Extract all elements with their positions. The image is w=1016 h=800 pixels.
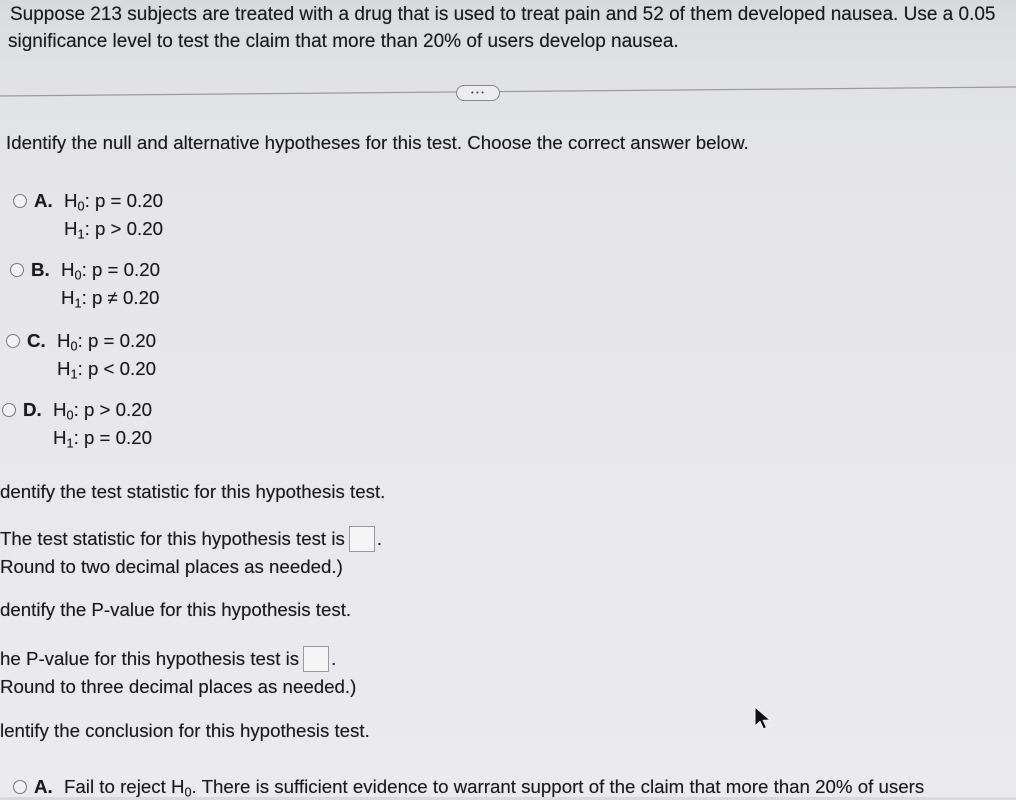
hypotheses-prompt: Identify the null and alternative hypotheses for this test. Choose the correct answer below. [6,132,749,153]
conclusion-text-start: Fail to reject H [64,776,185,797]
hypothesis-statement: : p > 0.20 [73,399,153,420]
p-value-answer-line [0,649,336,669]
test-statistic-rounding-hint: Round to two decimal places as needed.) [0,556,343,577]
answer-period: . [331,648,337,669]
alternative-hypothesis [61,287,160,311]
hypothesis-symbol: H [64,190,78,211]
hypothesis-statement: : p = 0.20 [73,427,153,448]
p-value-rounding-hint: Round to three decimal places as needed.) [0,676,357,697]
radio-button[interactable] [10,263,24,277]
hypothesis-subscript: 0 [77,198,85,214]
hypothesis-symbol: H [61,259,75,280]
null-hypothesis [57,330,157,354]
hypothesis-option-d[interactable] [2,399,982,451]
option-letter: A. [34,190,53,211]
mouse-pointer-icon [752,705,774,731]
hypothesis-pair [64,190,164,242]
alternative-hypothesis [53,427,153,451]
radio-button[interactable] [2,403,16,417]
hypothesis-statement: : p = 0.20 [77,330,157,351]
hypothesis-pair [53,399,153,451]
expand-more-button[interactable] [456,85,500,101]
test-statistic-answer-line [0,529,382,549]
section-divider [0,82,1016,104]
radio-button[interactable] [6,334,20,348]
radio-button[interactable] [13,194,27,208]
hypothesis-subscript: 0 [184,784,192,800]
hypothesis-option-b[interactable] [10,259,990,311]
p-value-prompt: he P-value for this hypothesis test is [0,648,300,669]
hypothesis-symbol: H [57,358,71,379]
hypothesis-subscript: 1 [74,295,82,311]
test-statistic-input[interactable] [349,526,375,552]
null-hypothesis [61,259,161,283]
hypothesis-symbol: H [64,218,78,239]
hypothesis-statement: : p = 0.20 [81,259,161,280]
conclusion-heading: lentify the conclusion for this hypothesis test. [0,720,370,741]
option-letter: C. [27,330,46,351]
hypothesis-option-c[interactable] [6,330,986,382]
problem-statement-line-1: Suppose 213 subjects are treated with a drug that is used to treat pain and 52 of them developed nausea. Use a 0.05 [10,4,996,25]
radio-button[interactable] [13,780,27,794]
hypothesis-statement: : p > 0.20 [84,218,164,239]
test-statistic-prompt: The test statistic for this hypothesis test is [0,528,345,549]
hypothesis-symbol: H [53,399,67,420]
problem-statement-line-2: significance level to test the claim that more than 20% of users develop nausea. [8,31,679,52]
hypothesis-symbol: H [61,287,75,308]
conclusion-statement [64,776,925,800]
hypothesis-pair [61,259,161,311]
hypothesis-symbol: H [57,330,71,351]
ellipsis-icon: ••• [470,88,486,97]
option-letter: A. [34,776,53,797]
null-hypothesis [64,190,164,214]
hypothesis-pair [57,330,157,382]
option-letter: D. [23,399,42,420]
conclusion-text-end: . There is sufficient evidence to warrant support of the claim that more than 20% of users [191,776,925,797]
hypothesis-statement: : p = 0.20 [84,190,164,211]
null-hypothesis [53,399,153,423]
p-value-input[interactable] [303,646,329,672]
answer-period: . [376,528,383,549]
alternative-hypothesis [57,358,157,382]
hypothesis-statement: : p < 0.20 [77,358,157,379]
hypothesis-subscript: 0 [66,407,74,423]
conclusion-option-a[interactable] [13,776,993,800]
hypothesis-statement: : p ≠ 0.20 [81,287,160,308]
alternative-hypothesis [64,218,164,242]
test-statistic-heading: dentify the test statistic for this hypothesis test. [0,481,386,502]
hypothesis-symbol: H [53,427,67,448]
hypothesis-subscript: 0 [74,267,82,283]
hypothesis-subscript: 1 [77,226,85,242]
hypothesis-subscript: 1 [70,366,78,382]
hypothesis-option-a[interactable] [13,190,993,242]
option-letter: B. [31,259,50,280]
hypothesis-subscript: 1 [66,435,74,451]
conclusion-text [64,776,925,800]
p-value-heading: dentify the P-value for this hypothesis test. [0,599,352,620]
hypothesis-subscript: 0 [70,338,78,354]
